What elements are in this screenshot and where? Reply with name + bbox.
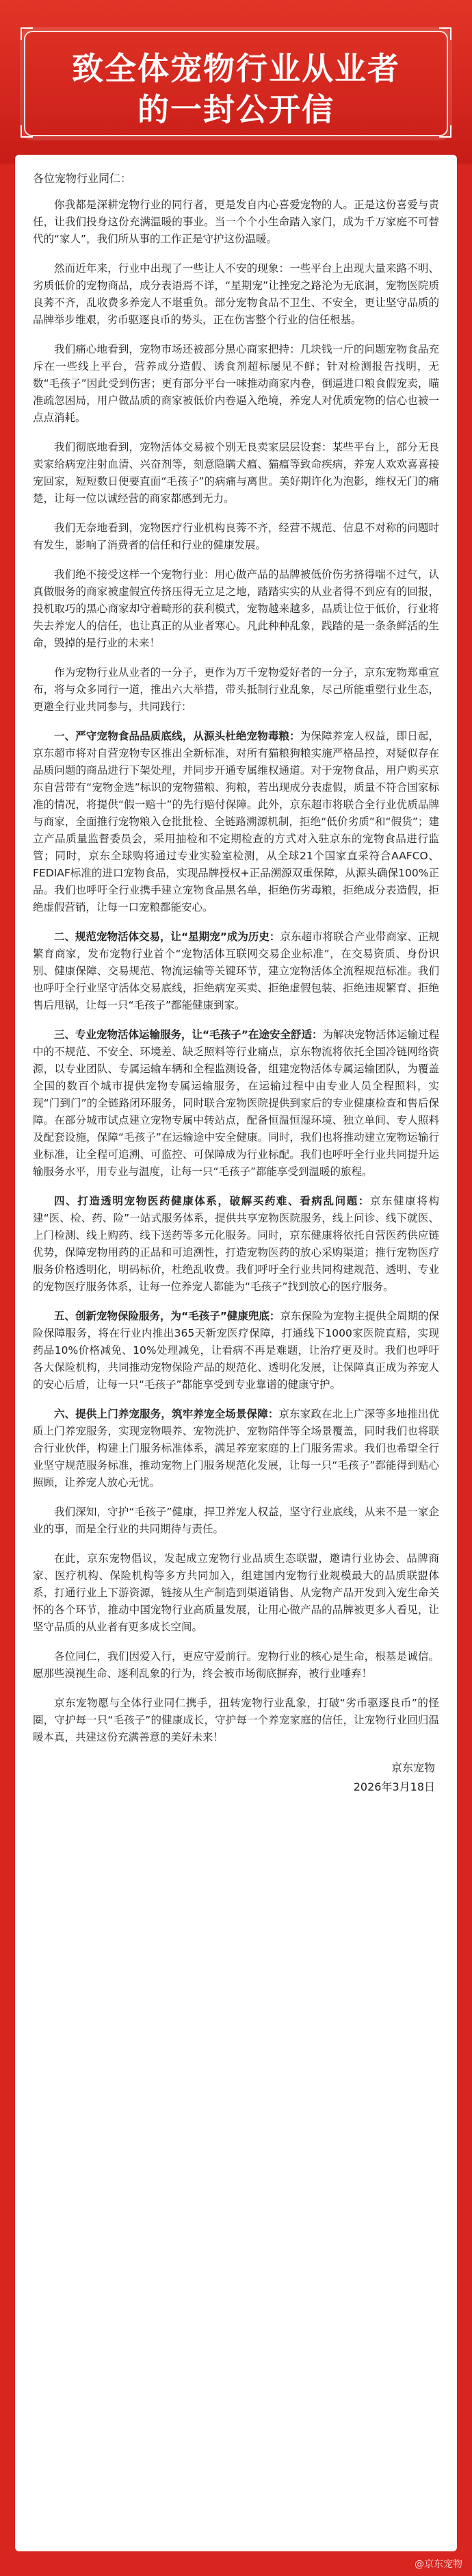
title-line-2: 的一封公开信 bbox=[137, 91, 335, 128]
letter-paragraph bbox=[33, 341, 439, 427]
paragraph-text: 你我都是深耕宠物行业的同行者，更是发自内心喜爱宠物的人。正是这份喜爱与责任，让我们投身这份充满温暖的事业。当一个个小生命踏入家门，成为千万家庭不可替代的“家人”，我们所从事的工作正是守护这份温暖。 bbox=[33, 199, 439, 245]
header-banner bbox=[0, 0, 472, 164]
paragraph-text: 京东超市将联合产业带商家、正规繁育商家，发布宠物行业首个“宠物活体互联网交易企业标准”，在交易资质、身份识别、健康保障、交易规范、物流运输等关键环节，建立宠物活体全流程规范标准。我们也呼吁全行业坚守活体交易底线，拒绝病宠买卖、拒绝虚假包装、拒绝违规繁育、拒绝售后甩锅，让每一只“毛孩子”都能健康到家。 bbox=[33, 931, 439, 1011]
letter-paragraph bbox=[33, 1550, 439, 1636]
page-title bbox=[0, 48, 472, 130]
paragraph-text: 我们无奈地看到，宠物医疗行业机构良莠不齐，经营不规范、信息不对称的问题时有发生，影响了消费者的信任和行业的健康发展。 bbox=[33, 522, 439, 551]
paragraph-lead: 三、专业宠物活体运输服务，让“毛孩子”在途安全舒适： bbox=[54, 1028, 323, 1041]
paragraph-lead: 五、创新宠物保险服务，为“毛孩子”健康兜底： bbox=[54, 1310, 280, 1322]
watermark: @京东宠物 bbox=[415, 2559, 462, 2570]
signature bbox=[33, 1758, 435, 1797]
letter-paragraph bbox=[33, 520, 439, 554]
paragraph-text: 为保障养宠人权益，即日起，京东超市将对自营宠物专区推出全新标准，对所有猫粮狗粮实施严格品控，对疑似存在品质问题的商品进行下架处理，并同步开通专属维权通道。对于宠物食品，用户购买京东自营带有“宠物金选”标识的宠物猫粮、狗粮，若出现成分表虚假，质量不符合国家标准的情况，将提供“假一赔十”的先行赔付保障。此外，京东超市将联合全行业优质品牌与商家，全面推行宠物粮入仓批批检、全链路溯源机制，拒绝“低价劣质”和“假货”；建立产品质量监督委员会，采用抽检和不定期检查的方式对入驻京东的宠物食品进行监管；同时，京东全球购将通过专业实验室检测，从全球21个国家直采符合AAFCO、FEDIAF标准的进口宠物食品，实现品牌授权+正品溯源双重保障，从源头确保100%正品。我们也呼吁全行业携手建立宠物食品黑名单，拒绝伤劣毒粮，拒绝成分表造假，拒绝虚假营销，让每一口宠粮都能安心。 bbox=[33, 730, 439, 913]
paragraph-lead: 一、严守宠物食品品质底线，从源头杜绝宠物毒粮： bbox=[54, 730, 300, 742]
letter-paragraph bbox=[33, 566, 439, 652]
letter-paragraph bbox=[33, 664, 439, 716]
letter-paragraph bbox=[33, 1193, 439, 1296]
letter-paragraph bbox=[33, 197, 439, 248]
paragraph-text: 然而近年来，行业中出现了一些让人不安的现象：一些平台上出现大量来路不明、劣质低价的宠物商品，成分表语焉不详，“星期宠”让挫宠之路沦为无底洞，宠物医院质良莠不齐，乱收费多养宠人不堪重负。部分宠物食品不卫生、不安全，更让坚守品质的品牌举步维艰，劣币驱逐良币的势头，正在伤害整个行业的信任根基。 bbox=[33, 262, 439, 326]
letter-paragraph bbox=[33, 929, 439, 1014]
paragraph-text: 作为宠物行业从业者的一分子，更作为万千宠物爱好者的一分子，京东宠物郑重宣布，将与众多同行一道，推出六大举措，带头抵制行业乱象，尽己所能重塑行业生态，更邀全行业共同参与，共同践行： bbox=[33, 666, 439, 713]
paragraph-text: 京东宠物愿与全体行业同仁携手，扭转宠物行业乱象，打破“劣币驱逐良币”的怪圈，守护每一只“毛孩子”的健康成长，守护每一个养宠家庭的信任，让宠物行业回归温暖本真，共建这份充满善意的美好未来！ bbox=[33, 1697, 439, 1743]
paragraph-list bbox=[33, 197, 439, 1746]
signature-org: 京东宠物 bbox=[391, 1761, 435, 1774]
paragraph-text: 京东保险为宠物主提供全周期的保险保障服务，将在行业内推出365天新宠医疗保障，打通线下1000家医院直赔，实现药品10%价格减免、10%处理减免，让看病不再是难题，让治疗更及时。我们也呼吁各大保险机构，共同推动宠物保险产品的规范化、透明化发展，让保障真正成为养宠人的安心后盾，让每一只“毛孩子”都能享受到专业靠谱的健康守护。 bbox=[33, 1310, 439, 1391]
letter-paragraph bbox=[33, 260, 439, 329]
paragraph-text: 在此，京东宠物倡议，发起成立宠物行业品质生态联盟，邀请行业协会、品牌商家、医疗机构、保险机构等多方共同加入，组建国内宠物行业规模最大的品质联盟体系，打通行业上下游资源，链接从生产制造到渠道销售、从宠物产品开发到入宠生命关怀的各个环节，推动中国宠物行业高质量发展，让用心做产品的品牌被更多人看见，让坚守品质的从业者有更多成长空间。 bbox=[33, 1552, 439, 1633]
title-line-1: 致全体宠物行业从业者 bbox=[72, 50, 400, 87]
letter-paragraph bbox=[33, 1026, 439, 1180]
signature-date: 2026年3月18日 bbox=[353, 1780, 435, 1793]
paragraph-text: 为解决宠物活体运输过程中的不规范、不安全、环境差、缺乏照料等行业痛点，京东物流将依托全国冷链网络资源，以专业团队、专属运输车辆和全程监测设备，组建宠物活体专属运输团队，为覆盖全国的数百个城市提供宠物专属运输服务，在运输过程中由专业人员全程照料，实现“门到门”的全链路闭环服务，同时联合宠物医院提供到家后的专业健康检查和售后保障。在部分城市试点建立宠物专属中转站点，配备恒温恒湿环境、独立单间、专人照料及配套设施，保障“毛孩子”在运输途中安全健康。同时，我们也将推动建立宠物运输行业标准，让全程可追溯、可监控、可保障成为行业标配。我们也呼吁全行业共同提升运输服务水平，用专业与温度，让每一只“毛孩子”都能享受到温暖的旅程。 bbox=[33, 1028, 439, 1178]
letter-paragraph bbox=[33, 1695, 439, 1746]
paragraph-text: 我们深知，守护“毛孩子”健康，捍卫养宠人权益，坚守行业底线，从来不是一家企业的事，而是全行业的共同期待与责任。 bbox=[33, 1506, 439, 1535]
letter-paragraph bbox=[33, 1648, 439, 1682]
letter-paragraph bbox=[33, 439, 439, 507]
paragraph-lead: 四、打造透明宠物医药健康体系，破解买药难、看病乱问题： bbox=[54, 1195, 370, 1207]
letter-paragraph bbox=[33, 1504, 439, 1538]
paragraph-text: 各位同仁，我们因爱入行，更应守爱前行。宠物行业的核心是生命，根基是诚信。愿那些漠视生命、逐利乱象的行为，终会被市场彻底摒弃，被行业唾弃！ bbox=[33, 1650, 439, 1680]
paragraph-text: 京东健康将构建“医、检、药、险”一站式服务体系，提供共享宠物医院服务，线上问诊、线下就医、上门检测、线上购药、线下送药等多元化服务。同时，京东健康将依托自营医药供应链优势，保障宠物用药的正品和可追溯性，打造宠物医药的放心采购渠道；推行宠物医疗服务价格透明化，明码标价，杜绝乱收费。我们呼吁全行业共同构建规范、透明、专业的宠物医疗服务体系，让每一位养宠人都能为“毛孩子”找到放心的医疗服务。 bbox=[33, 1195, 439, 1293]
letter-body bbox=[15, 155, 457, 2551]
paragraph-lead: 二、规范宠物活体交易，让“星期宠”成为历史： bbox=[54, 931, 280, 943]
paragraph-text: 我们绝不接受这样一个宠物行业：用心做产品的品牌被低价伤劣挤得喘不过气，认真做服务的商家被虚假宣传挤压得无立足之地，踏踏实实的从业者得不到应有的回报，投机取巧的黑心商家却守着畸形的获利模式，宠物越来越多，品质让位于低价，行业将失去养宠人的信任，也让真正的从业者寒心。凡此种种乱象，践踏的是一条条鲜活的生命，毁掉的是行业的未来！ bbox=[33, 568, 439, 649]
frame-corner bbox=[439, 27, 451, 40]
letter-paragraph bbox=[33, 1406, 439, 1491]
frame-corner bbox=[21, 27, 33, 40]
paragraph-text: 我们彻底地看到，宠物活体交易被个别无良卖家层层设套：某些平台上，部分无良卖家给病宠注射血清、兴奋剂等，刻意隐瞒犬瘟、猫瘟等致命疾病，养宠人欢欢喜喜接宠回家，短短数日便要直面“毛孩子”的病痛与离世。美好期许化为泡影，维权无门的痛楚，让每一位以诚经营的商家都感到无力。 bbox=[33, 441, 439, 505]
greeting: 各位宠物行业同仁： bbox=[33, 172, 132, 185]
paragraph-lead: 六、提供上门养宠服务，筑牢养宠全场景保障： bbox=[54, 1408, 279, 1420]
paragraph-text: 我们痛心地看到，宠物市场还被部分黑心商家把持：几块钱一斤的问题宠物食品充斥在一些线上平台，营养成分造假、诱食剂超标屡见不鲜；针对检测报告找明，无数“毛孩子”因此受到伤害；更有部分平台一味推动商家内卷，倒逼进口粮食假宠卖，瞄准疏忽困局，用户做品质的商家被低价内卷逼入绝境，养宠人对优质宠物的信心也被一点点消耗。 bbox=[33, 343, 439, 424]
letter-paragraph bbox=[33, 728, 439, 916]
letter-paragraph bbox=[33, 1308, 439, 1393]
paragraph-text: 京东家政在北上广深等多地推出优质上门养宠服务，实现宠物喂养、宠物洗护、宠物陪伴等全场景覆盖，同时我们也将联合行业伙伴，构建上门服务标准体系，满足养宠家庭的上门服务需求。我们也希望全行业坚守规范服务标准，推动宠物上门服务规范化发展，让每一只“毛孩子”都能得到贴心照顾，让养宠人放心无忧。 bbox=[33, 1408, 439, 1489]
